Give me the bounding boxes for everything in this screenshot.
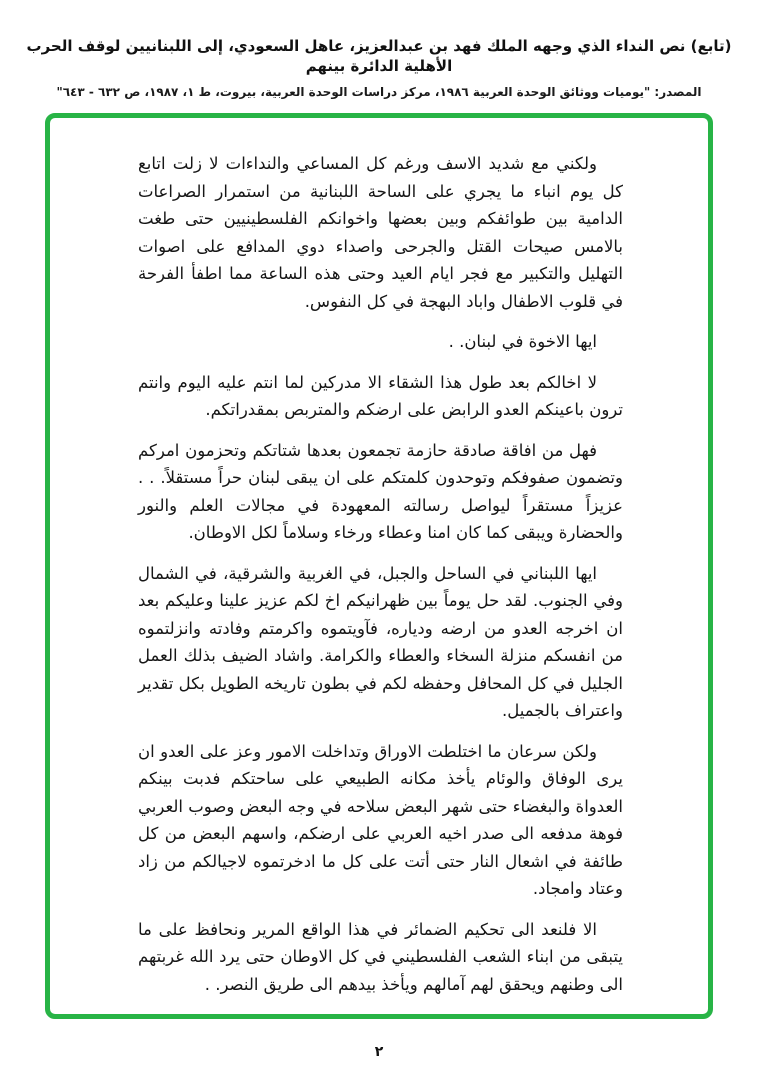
page-header	[0, 36, 758, 99]
paragraph: الا فلنعد الى تحكيم الضمائر في هذا الواقع المرير ونحافظ على ما يتبقى من ابناء الشعب الفلسطيني في كل الاوطان حتى يرد الله غربتهم الى وطنهم ويحقق لهم آمالهم ويأخذ بيدهم الى طريق النصر. .	[138, 919, 623, 994]
page-footer	[0, 1044, 758, 1060]
letter-text	[50, 118, 708, 998]
paragraph: ايها اللبناني في الساحل والجبل، في الغربية والشرقية، في الشمال وفي الجنوب. لقد حل يوماً بين ظهرانيكم اخ لكم عزيز علينا وعليكم بعد ان اخرجه العدو من ارضه ودياره، فآويتموه واكرمتم وفادته وانزلتموه من انفسكم منزلة السخاء والعطاء والكرامة. واشاد الضيف بذلك العمل الجليل في كل المحافل وحفظه لكم في بطون تاريخه الطويل بكل تقدير واعتراف بالجميل.	[138, 563, 623, 720]
source-citation: المصدر: "يوميات ووثائق الوحدة العربية ١٩٨٦، مركز دراسات الوحدة العربية، بيروت، ط ١، ١٩٨٧، ص ٦٣٢ - ٦٤٣"	[56, 85, 702, 99]
document-title: (تابع) نص النداء الذي وجهه الملك فهد بن عبدالعزيز، عاهل السعودي، إلى اللبنانيين لوقف الحرب الأهلية الدائرة بينهم	[26, 37, 732, 75]
paragraph: فهل من افاقة صادقة حازمة تجمعون بعدها شتاتكم وتحزمون امركم وتضمون صفوفكم وتوحدون كلمتكم على ان يبقى لبنان حراً مستقلاً. . . عزيزاً مستقراً ليواصل رسالته المعهودة في مجالات العلم والنور والحضارة ويبقى كما كان امنا وعطاء ورخاء وسلاماً لكل الاوطان.	[138, 440, 623, 542]
content-frame	[45, 113, 713, 1019]
paragraph: لا اخالكم بعد طول هذا الشقاء الا مدركين لما انتم عليه اليوم وانتم ترون باعينكم العدو الرابض على ارضكم والمتربص بمقدراتكم.	[138, 372, 623, 419]
paragraph: ايها الاخوة في لبنان. .	[448, 332, 597, 351]
paragraph: ولكن سرعان ما اختلطت الاوراق وتداخلت الامور وعز على العدو ان يرى الوفاق والوئام يأخذ مكانه الطبيعي على ساحتكم فدبت بينكم العدواة والبغضاء حتى شهر البعض سلاحه في وجه البعض وصوب العربي فوهة مدفعه الى صدر اخيه العربي على ارضكم، واسهم البعض من كل طائفة في اشعال النار حتى أتت على كل ما ادخرتموه لاجيالكم من زاد وعتاد وامجاد.	[138, 741, 623, 898]
page-number: ٢	[374, 1044, 384, 1060]
paragraph: ولكني مع شديد الاسف ورغم كل المساعي والنداءات لا زلت اتابع كل يوم انباء ما يجري على الساحة اللبنانية من استمرار الصراعات الدامية بين طوائفكم وبين بعضها واخوانكم الفلسطينيين حتى طغت بالامس صيحات القتل والجرحى واصداء دوي المدافع على اصوات التهليل والتكبير مع فجر ايام العيد وحتى هذه الساعة مما اطفأ الفرحة في قلوب الاطفال واباد البهجة في كل النفوس.	[138, 154, 623, 311]
